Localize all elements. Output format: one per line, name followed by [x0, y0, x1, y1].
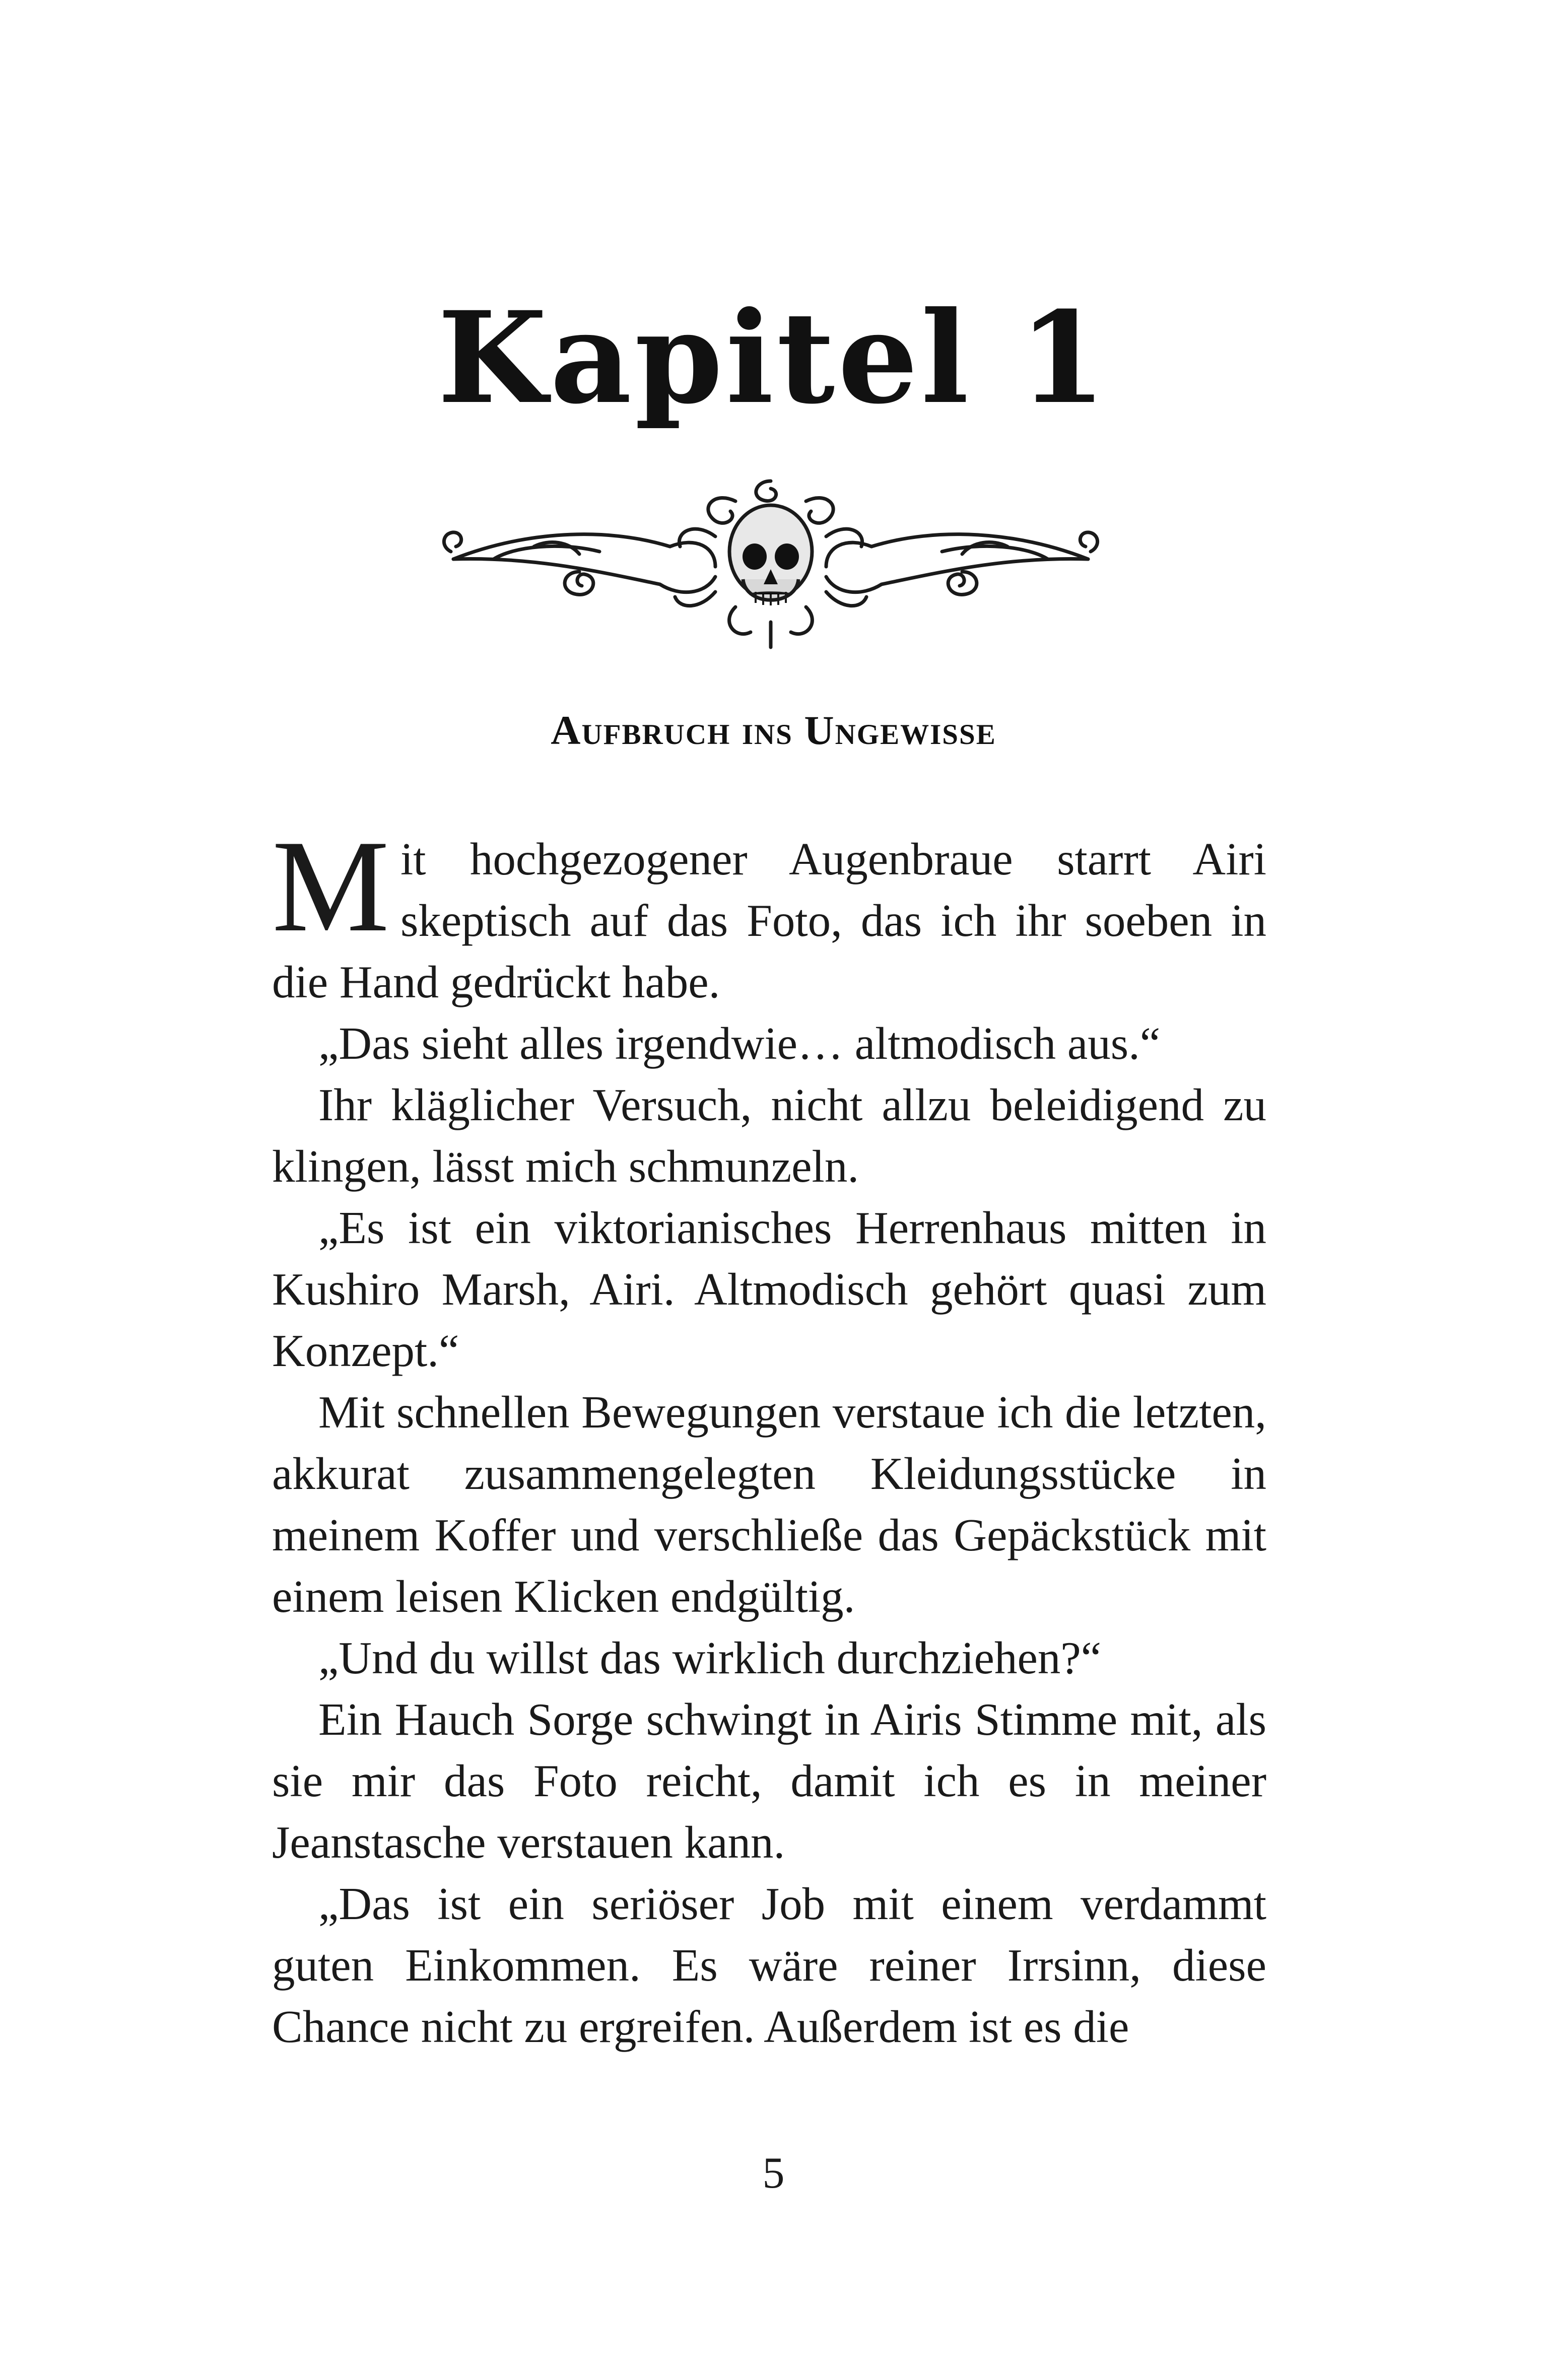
- page-number: 5: [762, 2149, 785, 2198]
- paragraph-4: „Es ist ein viktorianisches Herrenhaus mitten in Kushiro Marsh, Airi. Altmodisch gehört quasi zum Konzept.“: [272, 1202, 1266, 1376]
- paragraph-5: Mit schnellen Bewegungen verstaue ich die letzten, akkurat zusammengelegten Kleidungsstücke in meinem Koffer und verschließe das Gepäckstück mit einem leisen Klicken endgültig.: [272, 1387, 1266, 1622]
- paragraph-8: „Das ist ein seriöser Job mit einem verdammt guten Einkommen. Es wäre reiner Irrsinn, diese Chance nicht zu ergreifen. Außerdem ist es die: [272, 1878, 1266, 2052]
- chapter-title: Kapitel 1: [437, 284, 1110, 432]
- paragraph-3: Ihr kläglicher Versuch, nicht allzu beleidigend zu klingen, lässt mich schmunzeln.: [272, 1079, 1266, 1192]
- section-title: [0, 703, 1547, 758]
- paragraph-6: „Und du willst das wirklich durchziehen?“: [318, 1633, 1102, 1683]
- paragraph-7: Ein Hauch Sorge schwingt in Airis Stimme mit, als sie mir das Foto reicht, damit ich es in meiner Jeanstasche verstauen kann.: [272, 1694, 1266, 1868]
- drop-cap: M: [272, 813, 389, 959]
- body-text: [272, 813, 1266, 2058]
- section-title-initial-b: U: [804, 707, 835, 753]
- section-title-part-a: ufbruch ins: [581, 707, 804, 753]
- paragraph-2: „Das sieht alles irgendwie… altmodisch aus.“: [318, 1018, 1161, 1069]
- skull-flourish-icon: [433, 471, 1108, 652]
- paragraph-1: [272, 813, 1266, 1013]
- section-title-part-b: ngewisse: [835, 707, 996, 753]
- section-title-initial-a: A: [551, 707, 582, 753]
- paragraph-1-text: it hochgezogener Augenbraue starrt Airi skeptisch auf das Foto, das ich ihr soeben in die Hand gedrückt habe.: [272, 834, 1266, 1007]
